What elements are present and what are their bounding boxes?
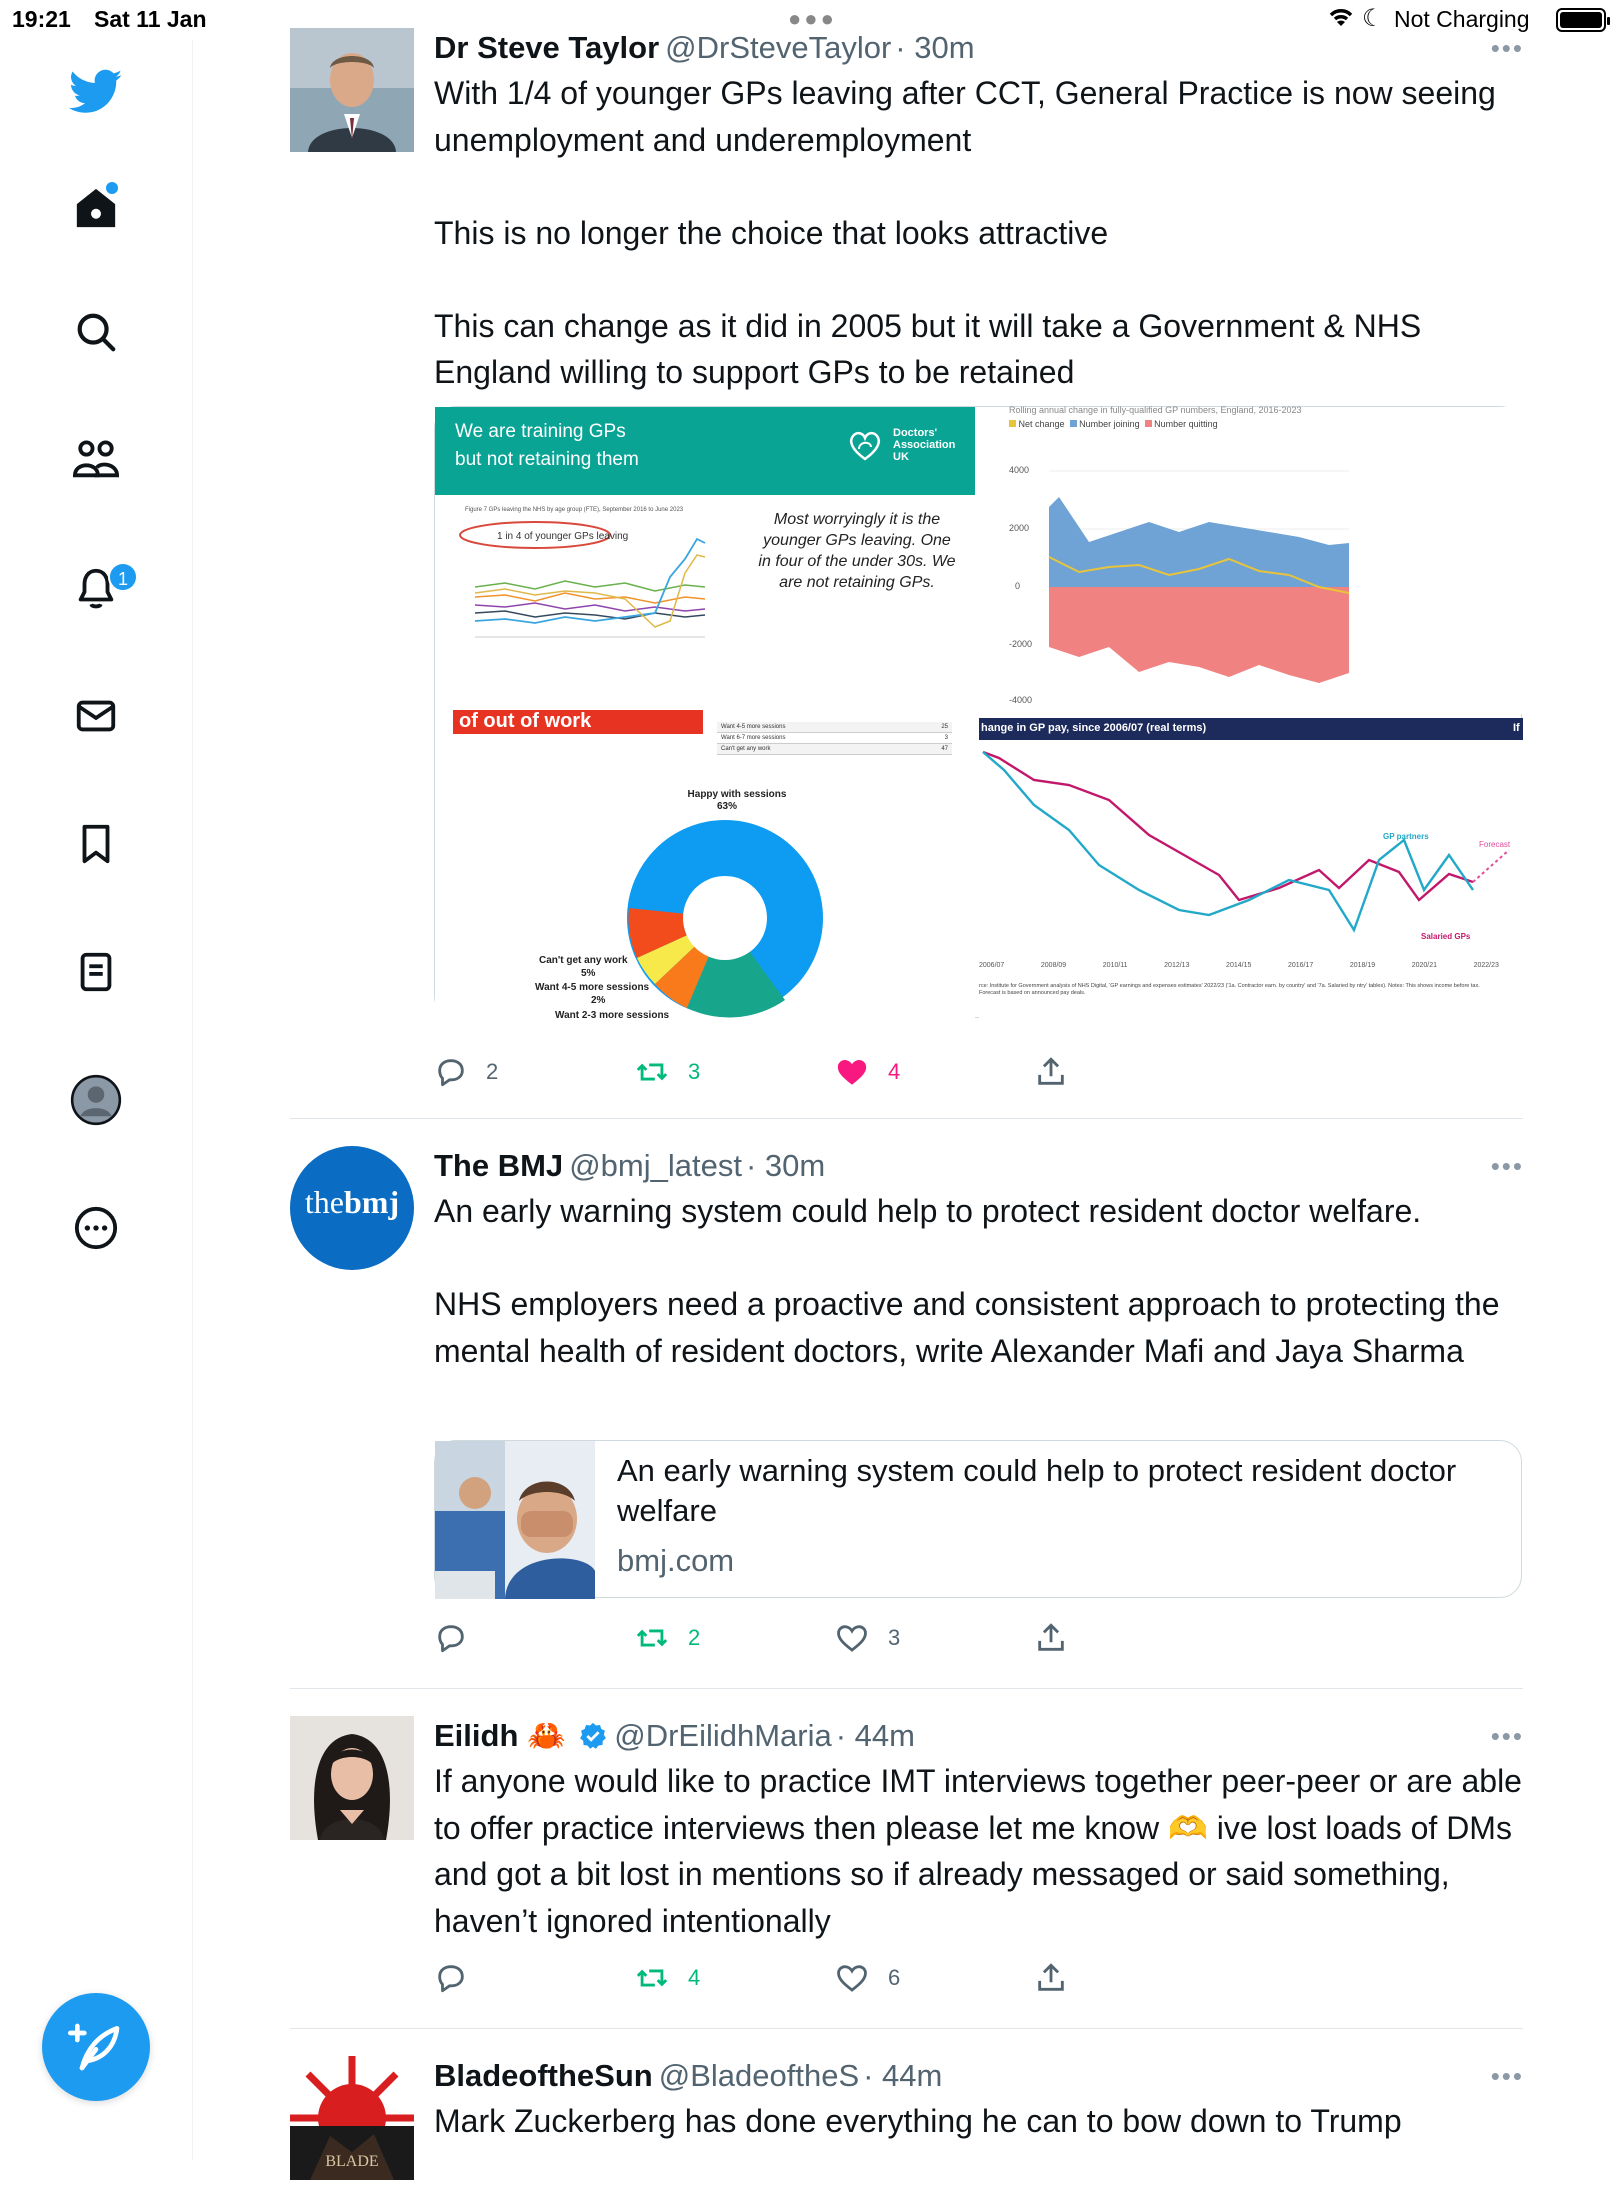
source-note: rce: Institute for Government analysis of NHS Digital, 'GP earnings and expenses estimates' 2022/23 ('1a. Contractor earn. by country' and '7a. Salaried by ntry' tables). Notes: This shows income before tax. Forecast is based on announced pay deals. bbox=[979, 983, 1480, 996]
panel-title: hange in GP pay, since 2006/07 (real terms) bbox=[981, 722, 1207, 734]
avatar[interactable] bbox=[290, 1716, 414, 1840]
reply-icon bbox=[434, 1961, 468, 1995]
tweet-text: With 1/4 of younger GPs leaving after CCT, General Practice is now seeing unemployment and underemployment This is no longer the choice that looks attractive This can change as it did in 2005 but it will take a Government & NHS England willing to support GPs to be retained bbox=[434, 75, 1496, 390]
retweet-button[interactable] bbox=[634, 1052, 700, 1092]
tweet-media-grid[interactable] bbox=[434, 405, 1522, 1021]
nav-more[interactable] bbox=[66, 1198, 126, 1258]
ytick: -4000 bbox=[1009, 695, 1033, 705]
multitasking-dots-icon[interactable]: ●●● bbox=[788, 6, 837, 31]
panel-quote: Most worryingly it is the younger GPs leaving. One in four of the under 30s. We are not retaining GPs. bbox=[758, 511, 956, 591]
nav-home[interactable] bbox=[66, 178, 126, 238]
chart-title: Rolling annual change in fully-qualified GP numbers, England, 2016-2023 bbox=[1009, 405, 1302, 415]
panel-title: of out of work bbox=[453, 710, 703, 734]
retweet-count: 4 bbox=[688, 1965, 701, 1990]
lists-icon bbox=[73, 949, 119, 995]
tweet-actions bbox=[434, 1052, 1094, 1092]
tweet-header bbox=[434, 28, 1524, 68]
retweet-count: 3 bbox=[688, 1059, 701, 1084]
label-happy: Happy with sessions bbox=[687, 789, 787, 800]
tweet-divider bbox=[290, 1688, 1523, 1689]
label-salaried: Salaried GPs bbox=[1421, 932, 1471, 941]
more-options-icon[interactable]: ••• bbox=[1490, 33, 1524, 63]
label-partners: GP partners bbox=[1383, 832, 1429, 841]
nav-messages[interactable] bbox=[66, 686, 126, 746]
ytick: 0 bbox=[1015, 581, 1021, 591]
author-handle[interactable]: @bmj_latest bbox=[569, 1148, 742, 1183]
panel-header bbox=[435, 407, 975, 495]
tweet-actions bbox=[434, 1618, 1094, 1658]
reply-icon bbox=[434, 1055, 468, 1089]
bmj-logo-text: thebmj bbox=[304, 1184, 400, 1220]
share-icon bbox=[1034, 1055, 1068, 1089]
panel-header-line1: We are training GPs bbox=[455, 421, 626, 442]
like-count: 4 bbox=[888, 1059, 901, 1084]
like-button[interactable] bbox=[834, 1958, 900, 1998]
nav-bookmarks[interactable] bbox=[66, 814, 126, 874]
author-name[interactable]: BladeoftheSun bbox=[434, 2058, 653, 2093]
tweet-header bbox=[434, 2056, 1524, 2096]
notifications-badge: 1 bbox=[108, 562, 138, 592]
figure-caption: Figure 7 GPs leaving the NHS by age group (FTE), September 2016 to June 2023 bbox=[465, 507, 684, 513]
tweet-time[interactable]: · 44m bbox=[863, 2058, 943, 2093]
more-icon bbox=[73, 1205, 119, 1251]
nav-communities[interactable] bbox=[66, 430, 126, 490]
tweet-time[interactable]: · 30m bbox=[745, 1148, 826, 1183]
doctors-association-logo-icon bbox=[847, 427, 883, 463]
author-name[interactable]: Dr Steve Taylor bbox=[434, 30, 660, 65]
search-icon bbox=[73, 309, 119, 355]
communities-icon bbox=[71, 437, 121, 483]
verified-badge-icon bbox=[578, 1721, 608, 1751]
more-options-icon[interactable]: ••• bbox=[1490, 2061, 1524, 2091]
sidebar bbox=[0, 40, 193, 2160]
label-happy-pct: 63% bbox=[717, 801, 738, 812]
like-button[interactable] bbox=[834, 1052, 900, 1092]
retweet-button[interactable] bbox=[634, 1958, 700, 1998]
tweet[interactable] bbox=[290, 1716, 1531, 2006]
retweet-icon bbox=[634, 1621, 670, 1655]
link-card-thumbnail bbox=[435, 1441, 595, 1599]
bookmarks-icon bbox=[73, 821, 119, 867]
tweet-time[interactable]: · 30m bbox=[895, 30, 975, 65]
label-want45-pct: 2% bbox=[591, 995, 606, 1006]
like-count: 6 bbox=[888, 1965, 901, 1990]
tweet-body bbox=[434, 1716, 1531, 1944]
sessions-table: Want 4-5 more sessions 25 Want 6-7 more sessions 3 Can't get any work 47 bbox=[717, 722, 952, 755]
status-time: 19:21 bbox=[12, 6, 71, 32]
more-options-icon[interactable]: ••• bbox=[1490, 1151, 1524, 1181]
retweet-icon bbox=[634, 1055, 670, 1089]
heart-icon bbox=[834, 1961, 870, 1995]
author-handle[interactable]: @DrSteveTaylor bbox=[665, 30, 892, 65]
ytick: -2000 bbox=[1009, 639, 1033, 649]
share-button[interactable] bbox=[1034, 1052, 1068, 1092]
twitter-logo-icon[interactable] bbox=[66, 62, 126, 122]
reply-icon bbox=[434, 1621, 468, 1655]
tweet-body bbox=[434, 2056, 1524, 2145]
author-handle[interactable]: @DrEilidhMaria bbox=[614, 1718, 832, 1753]
retweet-button[interactable] bbox=[634, 1618, 700, 1658]
area-chart bbox=[1049, 447, 1349, 707]
tweet-time[interactable]: · 44m bbox=[835, 1718, 915, 1753]
tweet-header bbox=[434, 1716, 1524, 1756]
share-button[interactable] bbox=[1034, 1618, 1068, 1658]
label-cant-pct: 5% bbox=[581, 968, 596, 979]
home-new-dot bbox=[106, 182, 118, 194]
retweet-icon bbox=[634, 1961, 670, 1995]
author-name[interactable]: Eilidh 🦀 bbox=[434, 1718, 566, 1753]
do-not-disturb-icon: ☾ bbox=[1362, 5, 1384, 32]
tweet-header bbox=[434, 1146, 1524, 1186]
tweet-body bbox=[434, 1146, 1524, 1374]
svg-text:BLADE: BLADE bbox=[325, 2153, 379, 2170]
media-image-training-gps[interactable] bbox=[435, 407, 975, 714]
media-image-gp-pay[interactable] bbox=[979, 718, 1523, 1019]
retweet-count: 2 bbox=[688, 1625, 701, 1650]
compose-tweet-button[interactable] bbox=[42, 1993, 150, 2101]
heart-icon bbox=[834, 1621, 870, 1655]
ytick: 4000 bbox=[1009, 465, 1030, 475]
tweet-body bbox=[434, 28, 1524, 396]
reply-count: 2 bbox=[486, 1059, 499, 1084]
avatar[interactable] bbox=[290, 2056, 414, 2180]
x-axis-ticks: 2006/07 2008/09 2010/11 2012/13 2014/15 2016/17 2018/19 2020/21 2022/23 bbox=[979, 962, 1499, 969]
tweet-divider bbox=[290, 1118, 1523, 1119]
oval-label: 1 in 4 of younger GPs leaving bbox=[497, 531, 629, 542]
chart-legend: Net change Number joining Number quitting bbox=[1009, 419, 1218, 429]
author-handle[interactable]: @BladeoftheS bbox=[658, 2058, 860, 2093]
share-button[interactable] bbox=[1034, 1958, 1068, 1998]
more-options-icon[interactable]: ••• bbox=[1490, 1721, 1524, 1751]
tweet-divider bbox=[290, 2028, 1523, 2029]
tweet[interactable] bbox=[290, 2056, 1524, 2170]
author-name[interactable]: The BMJ bbox=[434, 1148, 564, 1183]
nav-notifications[interactable] bbox=[66, 558, 126, 618]
charging-status: Not Charging bbox=[1394, 6, 1530, 32]
battery-icon bbox=[1556, 8, 1606, 32]
profile-icon bbox=[70, 1074, 122, 1126]
label-want45: Want 4-5 more sessions bbox=[535, 982, 650, 993]
nav-search[interactable] bbox=[66, 302, 126, 362]
tweet-actions bbox=[434, 1958, 1094, 1998]
link-card-title: An early warning system could help to protect resident doctor welfare bbox=[617, 1453, 1457, 1528]
tweet[interactable] bbox=[290, 28, 1523, 1108]
share-icon bbox=[1034, 1961, 1068, 1995]
avatar[interactable] bbox=[290, 28, 414, 152]
ytick: 2000 bbox=[1009, 523, 1030, 533]
label-want23: Want 2-3 more sessions bbox=[555, 1010, 670, 1021]
nav-profile[interactable] bbox=[66, 1070, 126, 1130]
nav-lists[interactable] bbox=[66, 942, 126, 1002]
reply-button[interactable] bbox=[434, 1618, 486, 1658]
link-card[interactable] bbox=[434, 1440, 1522, 1598]
tweet-text: Mark Zuckerberg has done everything he can to bow down to Trump bbox=[434, 2103, 1402, 2139]
tweet-text: If anyone would like to practice IMT interviews together peer-peer or are able to offer practice interviews then please let me know 🫶 ive lost loads of DMs and got a bit lost in mentions so if already messaged or said something, haven’t ignored intentionally bbox=[434, 1763, 1531, 1939]
label-cant: Can't get any work bbox=[539, 955, 628, 966]
link-card-domain: bmj.com bbox=[617, 1543, 735, 1578]
tweet-text: An early warning system could help to protect resident doctor welfare. NHS employers need a proactive and consistent approach to protecting the mental health of resident doctors, write Alexander Mafi and Jaya Sharma bbox=[434, 1193, 1500, 1369]
status-date: Sat 11 Jan bbox=[94, 6, 207, 32]
logo-text: Doctors' Association UK bbox=[893, 427, 956, 463]
heart-filled-icon bbox=[834, 1055, 870, 1089]
panel-title-right: If bbox=[1513, 722, 1520, 734]
messages-icon bbox=[73, 693, 119, 739]
media-image-sessions-donut[interactable] bbox=[435, 710, 975, 1021]
panel-header-line2: but not retaining them bbox=[455, 449, 639, 470]
reply-button[interactable] bbox=[434, 1052, 498, 1092]
avatar[interactable] bbox=[290, 1146, 414, 1270]
media-image-gp-numbers[interactable] bbox=[979, 407, 1523, 714]
compose-tweet-icon bbox=[68, 2019, 124, 2075]
label-forecast: Forecast bbox=[1479, 840, 1511, 849]
tweet[interactable] bbox=[290, 1146, 1523, 1666]
pay-line-chart bbox=[979, 740, 1523, 960]
like-button[interactable] bbox=[834, 1618, 900, 1658]
panel-title-bar bbox=[979, 718, 1523, 740]
share-icon bbox=[1034, 1621, 1068, 1655]
reply-button[interactable] bbox=[434, 1958, 486, 1998]
like-count: 3 bbox=[888, 1625, 901, 1650]
